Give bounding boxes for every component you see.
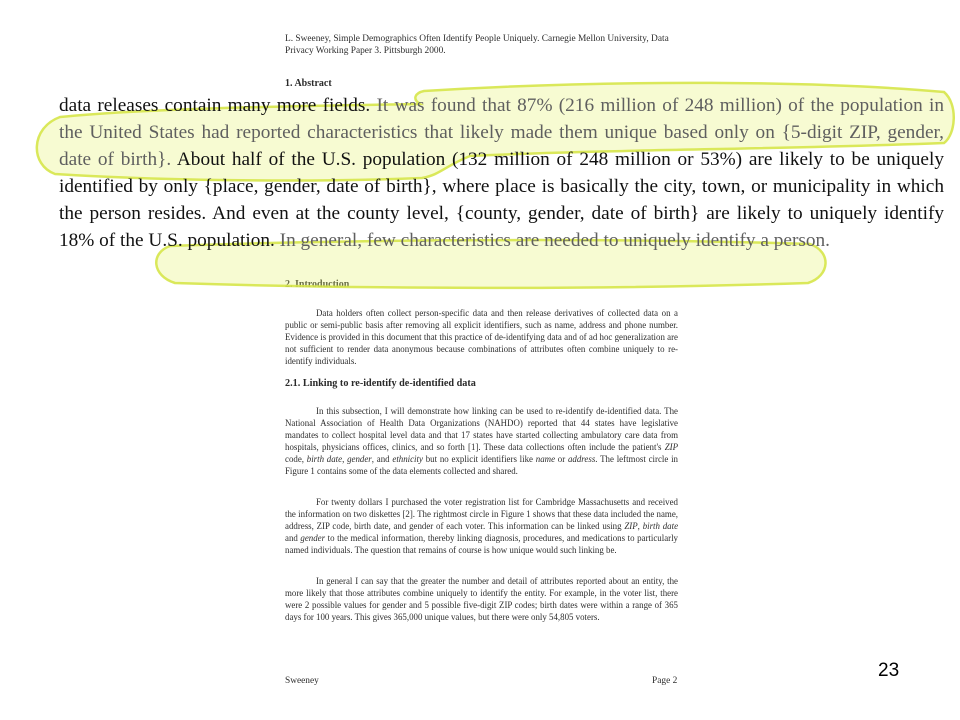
introduction-heading: 2. Introduction [285,279,350,290]
slide-number: 23 [878,660,900,681]
excerpt-intro: data releases contain many more fields. [59,95,377,116]
abstract-heading: 1. Abstract [285,78,332,89]
excerpt-middle: About half of the U.S. population (132 million of 248 million or 53%) are likely to be uniquely identified by only {place, gender, date of birth}, where place is basically the city, town, or municipality in which the person resides. And even at the county level, {county, gender, date of birth} are likely to uniquely identify 18% of the U.S. population. [59,149,944,251]
abstract-excerpt [59,92,944,254]
linking-paragraph-1: In this subsection, I will demonstrate how linking can be used to re-identify de-identified data. The National Association of Health Data Organizations (NAHDO) reported that 44 states have legislative mandates to collect hospital level data and that 17 states have started collecting ambulatory care data from hospitals, physicians offices, clinics, and so forth [1]. These data collections often include the patient's ZIP code, birth date, gender, and ethnicity but no explicit identifiers like name or address. The leftmost circle in Figure 1 contains some of the data elements collected and shared. [285,406,678,476]
highlighted-87-percent-finding: It was found that 87% (216 million of 248 million) of the population in the United States had reported characteristics that likely made them unique based only on {5-digit ZIP, gender, date of birth}. [59,95,944,170]
linking-paragraph-3: In general I can say that the greater the number and detail of attributes reported about an entity, the more likely that those attributes combine uniquely to identify the entity. For example, in the voter list, there were 2 possible values for gender and 5 possible five-digit ZIP codes; birth dates were within a range of 365 days for 100 years. This gives 365,000 unique values, but there were only 54,805 voters. [285,576,678,622]
linking-section-heading: 2.1. Linking to re-identify de-identified data [285,378,476,389]
paper-footer-author: Sweeney [285,676,319,686]
introduction-paragraph: Data holders often collect person-specific data and then release derivatives of collected data on a public or semi-public basis after removing all explicit identifiers, such as name, address and phone number. Evidence is provided in this document that this practice of de-identifying data and of ad hoc generalization are not sufficient to render data anonymous because combinations of attributes often combine uniquely to re-identify individuals. [285,308,678,366]
linking-paragraph-2: For twenty dollars I purchased the voter registration list for Cambridge Massachusetts and received the information on two diskettes [2]. The rightmost circle in Figure 1 shows that these data included the name, address, ZIP code, birth date, and gender of each voter. This information can be linked using ZIP, birth date and gender to the medical information, thereby linking diagnosis, procedures, and medications to particularly named individuals. The question that remains of course is how unique would such linking be. [285,497,679,555]
paper-citation: L. Sweeney, Simple Demographics Often Identify People Uniquely. Carnegie Mellon University, Data Privacy Working Paper 3. Pittsburgh 2000. [285,34,669,56]
highlighted-conclusion: In general, few characteristics are needed to uniquely identify a person. [279,230,831,251]
paper-footer-page: Page 2 [652,676,678,686]
